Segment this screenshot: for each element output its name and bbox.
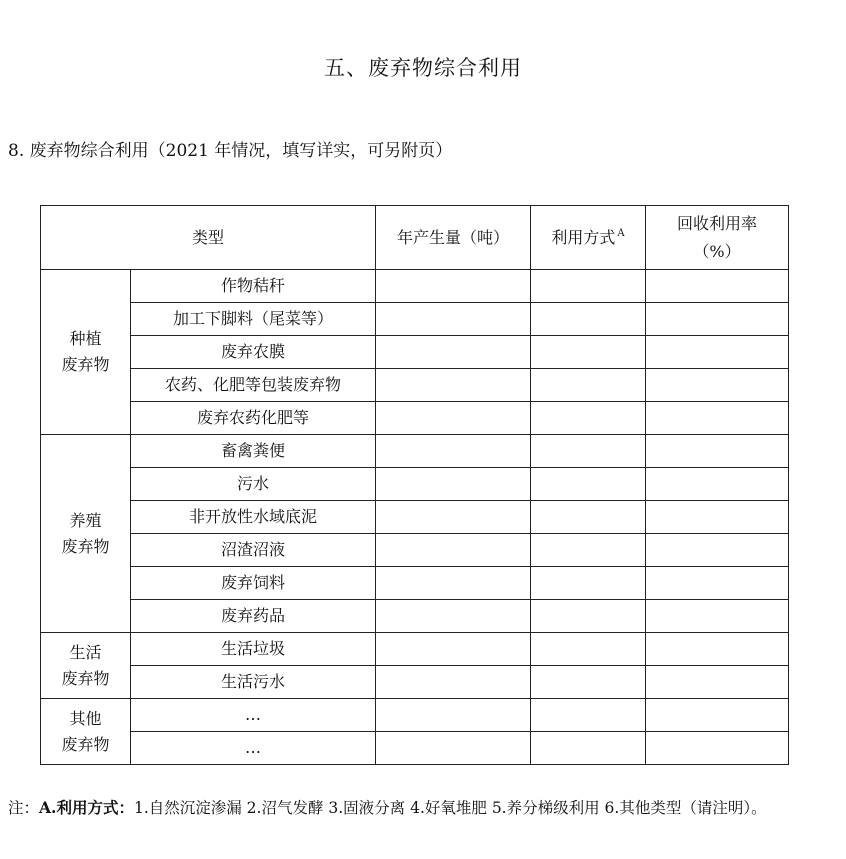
annual-output-cell[interactable] [376,567,531,600]
section-subtitle: 8. 废弃物综合利用（2021 年情况，填写详实，可另附页） [8,141,453,161]
category-label-line1: 养殖 [69,510,102,530]
recovery-rate-cell[interactable] [646,270,789,303]
method-cell[interactable] [531,468,646,501]
method-cell[interactable] [531,567,646,600]
recovery-rate-cell[interactable] [646,666,789,699]
table-row [41,732,789,765]
waste-item-label: 加工下脚料（尾菜等） [131,303,376,336]
header-method [531,206,646,270]
header-recovery-rate [646,206,789,270]
page-title: 五、废弃物综合利用 [324,56,522,80]
annual-output-cell[interactable] [376,336,531,369]
annual-output-cell[interactable] [376,402,531,435]
table-row [41,567,789,600]
waste-item-label: 农药、化肥等包装废弃物 [131,369,376,402]
table-row [41,369,789,402]
method-cell[interactable] [531,270,646,303]
method-cell[interactable] [531,666,646,699]
table-row [41,303,789,336]
method-cell[interactable] [531,402,646,435]
annual-output-cell[interactable] [376,633,531,666]
category-label-line1: 其他 [69,708,102,728]
header-method-superscript: A [617,228,625,240]
table-row [41,468,789,501]
category-cell [41,633,131,699]
table-row [41,336,789,369]
footnote-label: A.利用方式： [39,798,134,817]
waste-item-label: 非开放性水域底泥 [131,501,376,534]
category-label-line2: 废弃物 [61,734,110,754]
waste-item-label: 沼渣沼液 [131,534,376,567]
waste-item-label: 生活污水 [131,666,376,699]
footnote-text: 1.自然沉淀渗漏 2.沼气发酵 3.固液分离 4.好氧堆肥 5.养分梯级利用 6.其他类型（请注明）。 [133,799,767,817]
header-type: 类型 [41,206,376,270]
category-cell [41,270,131,435]
waste-item-label: … [131,699,376,732]
method-cell[interactable] [531,336,646,369]
annual-output-cell[interactable] [376,501,531,534]
waste-item-label: 污水 [131,468,376,501]
category-cell [41,435,131,633]
waste-item-label: 生活垃圾 [131,633,376,666]
waste-item-label: 废弃农膜 [131,336,376,369]
recovery-rate-cell[interactable] [646,600,789,633]
header-rate-label: 回收利用率 [677,214,758,234]
table-row [41,270,789,303]
waste-item-label: 作物秸秆 [131,270,376,303]
recovery-rate-cell[interactable] [646,501,789,534]
recovery-rate-cell[interactable] [646,633,789,666]
recovery-rate-cell[interactable] [646,699,789,732]
annual-output-cell[interactable] [376,534,531,567]
recovery-rate-cell[interactable] [646,468,789,501]
recovery-rate-cell[interactable] [646,402,789,435]
recovery-rate-cell[interactable] [646,369,789,402]
annual-output-cell[interactable] [376,270,531,303]
table-row [41,666,789,699]
waste-item-label: … [131,732,376,765]
category-label-line2: 废弃物 [61,536,110,556]
method-cell[interactable] [531,369,646,402]
table-header-row [41,206,789,270]
method-cell[interactable] [531,699,646,732]
table-row [41,435,789,468]
method-cell[interactable] [531,633,646,666]
table-row [41,633,789,666]
method-cell[interactable] [531,600,646,633]
header-rate-unit: （%） [693,241,741,261]
header-method-label: 利用方式 [551,227,616,247]
footnote [8,792,838,824]
recovery-rate-cell[interactable] [646,534,789,567]
recovery-rate-cell[interactable] [646,336,789,369]
waste-item-label: 废弃农药化肥等 [131,402,376,435]
annual-output-cell[interactable] [376,666,531,699]
method-cell[interactable] [531,501,646,534]
recovery-rate-cell[interactable] [646,303,789,336]
waste-item-label: 废弃药品 [131,600,376,633]
method-cell[interactable] [531,303,646,336]
annual-output-cell[interactable] [376,699,531,732]
waste-utilization-table [40,205,789,765]
method-cell[interactable] [531,732,646,765]
recovery-rate-cell[interactable] [646,732,789,765]
annual-output-cell[interactable] [376,468,531,501]
method-cell[interactable] [531,534,646,567]
method-cell[interactable] [531,435,646,468]
waste-item-label: 废弃饲料 [131,567,376,600]
category-label-line2: 废弃物 [61,668,110,688]
header-annual-output: 年产生量（吨） [376,206,531,270]
recovery-rate-cell[interactable] [646,435,789,468]
annual-output-cell[interactable] [376,303,531,336]
category-label-line1: 种植 [69,329,102,349]
category-cell [41,699,131,765]
annual-output-cell[interactable] [376,369,531,402]
table-row [41,600,789,633]
table-row [41,501,789,534]
recovery-rate-cell[interactable] [646,567,789,600]
category-label-line2: 废弃物 [61,355,110,374]
annual-output-cell[interactable] [376,435,531,468]
annual-output-cell[interactable] [376,600,531,633]
table-row [41,699,789,732]
category-label-line1: 生活 [69,642,102,662]
waste-item-label: 畜禽粪便 [131,435,376,468]
table-row [41,534,789,567]
table-row [41,402,789,435]
footnote-prefix: 注： [8,799,40,817]
annual-output-cell[interactable] [376,732,531,765]
